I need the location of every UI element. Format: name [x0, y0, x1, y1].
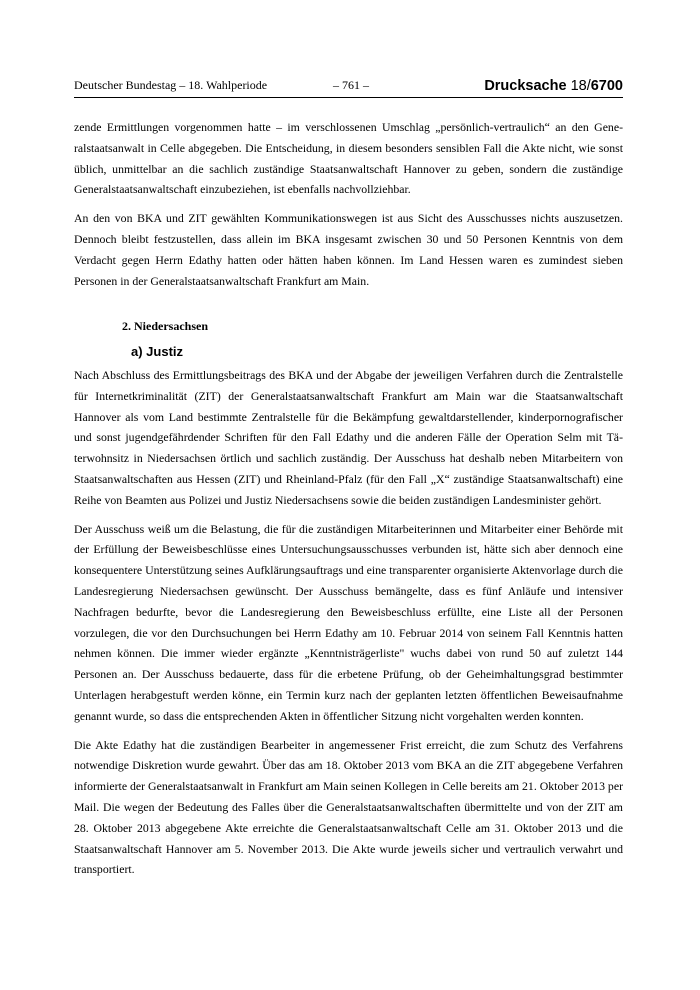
- paragraph: zende Ermittlungen vorgenommen hatte – im verschlossenen Umschlag „persönlich-vertraulich“ an den Generalstaatsanwalt in Celle abgegeben. Die Entscheidung, in diesem besonders sensiblen Fall die Akte nicht, wie sonst üblich, unmittelbar an die sachlich zuständige Staatsanwaltschaft Hannover zu geben, sondern die zuständige Generalstaatsanwaltschaft einzubeziehen, ist ebenfalls nachvollziehbar.: [74, 120, 623, 197]
- paragraph: An den von BKA und ZIT gewählten Kommunikationswegen ist aus Sicht des Ausschusses nichts auszusetzen. Dennoch bleibt festzustellen, dass allein im BKA insgesamt zwischen 30 und 50 Personen Kenntnis von dem Verdacht gegen Herrn Edathy hatten oder hätten haben können. Im Land Hessen waren es zumindest sieben Personen in der Generalstaatsanwaltschaft Frankfurt am Main.: [74, 211, 623, 288]
- body-text-bottom: [74, 365, 623, 888]
- header-parliament-label: Deutscher Bundestag – 18. Wahlperiode: [74, 78, 268, 92]
- paragraph: Der Ausschuss weiß um die Belastung, die für die zuständigen Mitarbeiterinnen und Mitarbeiter einer Behörde mit der Erfüllung der Beweisbeschlüsse eines Untersuchungsausschusses verbunden ist, hätte sich aber dennoch eine konsequentere Unterstützung seines Aufklärungsauftrags und eine transparenter organisierte Aktenvorlage durch die Landesregierung Niedersachsen gewünscht. Der Ausschuss bemängelte, dass es fünf Anläufe und intensiver Nachfragen bedurfte, bevor die Landesregierung den Beweisbeschluss erfüllte, eine Liste all der Personen vorzulegen, die vor den Durchsuchungen bei Herrn Edathy am 10. Februar 2014 von seinem Fall Kenntnis hatten nehmen können. Die immer wieder ergänzte „Kenntnisträgerliste" wuchs dabei von rund 50 auf zuletzt 144 Personen an. Der Ausschuss bedauerte, dass für die erbetene Prüfung, ob der Geheimhaltungsgrad bestimmter Unterlagen herabgestuft werden könne, ein Termin kurz nach der geplanten letzten öffentlichen Beweisaufnahme genannt wurde, so dass die entsprechenden Akten in öffentlicher Sitzung nicht vorgehalten werden konnten.: [74, 521, 623, 723]
- body-text-top: [74, 117, 623, 299]
- header-rule: [74, 97, 623, 98]
- header-doc-label: Drucksache: [484, 78, 567, 94]
- header-doc-number-main: 6700: [590, 78, 623, 94]
- header-page-number: – 761 –: [333, 78, 369, 92]
- page-header: [74, 76, 623, 98]
- section-heading: 2. Niedersachsen: [122, 319, 208, 333]
- header-document-number: [484, 78, 623, 94]
- paragraph: Die Akte Edathy hat die zuständigen Bearbeiter in angemessener Frist erreicht, die zum Schutz des Verfahrens notwendige Diskretion wurde gewahrt. Über das am 18. Oktober 2013 vom BKA an die ZIT abgegebene Verfahren informierte der Generalstaatsanwalt in Frankfurt am Main seinen Kollegen in Celle bereits am 21. Oktober 2013 per Mail. Die wegen der Bedeutung des Falles über die Generalstaatsanwaltschaften übermittelte und von der ZIT am 28. Oktober 2013 abgegebene Akte erreichte die Generalstaatsanwaltschaft Celle am 31. Oktober 2013 und die Staatsanwaltschaft Hannover am 5. November 2013. Die Akte wurde jeweils sicher und vertraulich verwahrt und transportiert.: [74, 737, 623, 877]
- subsection-heading: a) Justiz: [131, 344, 184, 359]
- paragraph: Nach Abschluss des Ermittlungsbeitrags des BKA und der Abgabe der jeweiligen Verfahren durch die Zentralstelle für Internetkriminalität (ZIT) der Generalstaatsanwaltschaft Frankfurt am Main war die Staatsanwaltschaft Hannover als vom Land bestimmte Zentralstelle für die Bekämpfung gewaltdarstellender, kinderpornografischer und sonst jugendgefährdender Schriften für den Fall Edathy und die anderen Fälle der Operation Selm mit Täterwohnsitz in Niedersachsen örtlich und sachlich zuständig. Der Ausschuss hat deshalb neben Mitarbeitern von Staatsanwaltschaften aus Hessen (ZIT) und Rheinland-Pfalz (für den Fall „X“ zuständige Staatsanwaltschaft) eine Reihe von Beamten aus Polizei und Justiz Niedersachsens sowie die beiden zuständigen Landesminister gehört.: [74, 368, 623, 507]
- header-doc-number-prefix: 18/: [570, 78, 591, 94]
